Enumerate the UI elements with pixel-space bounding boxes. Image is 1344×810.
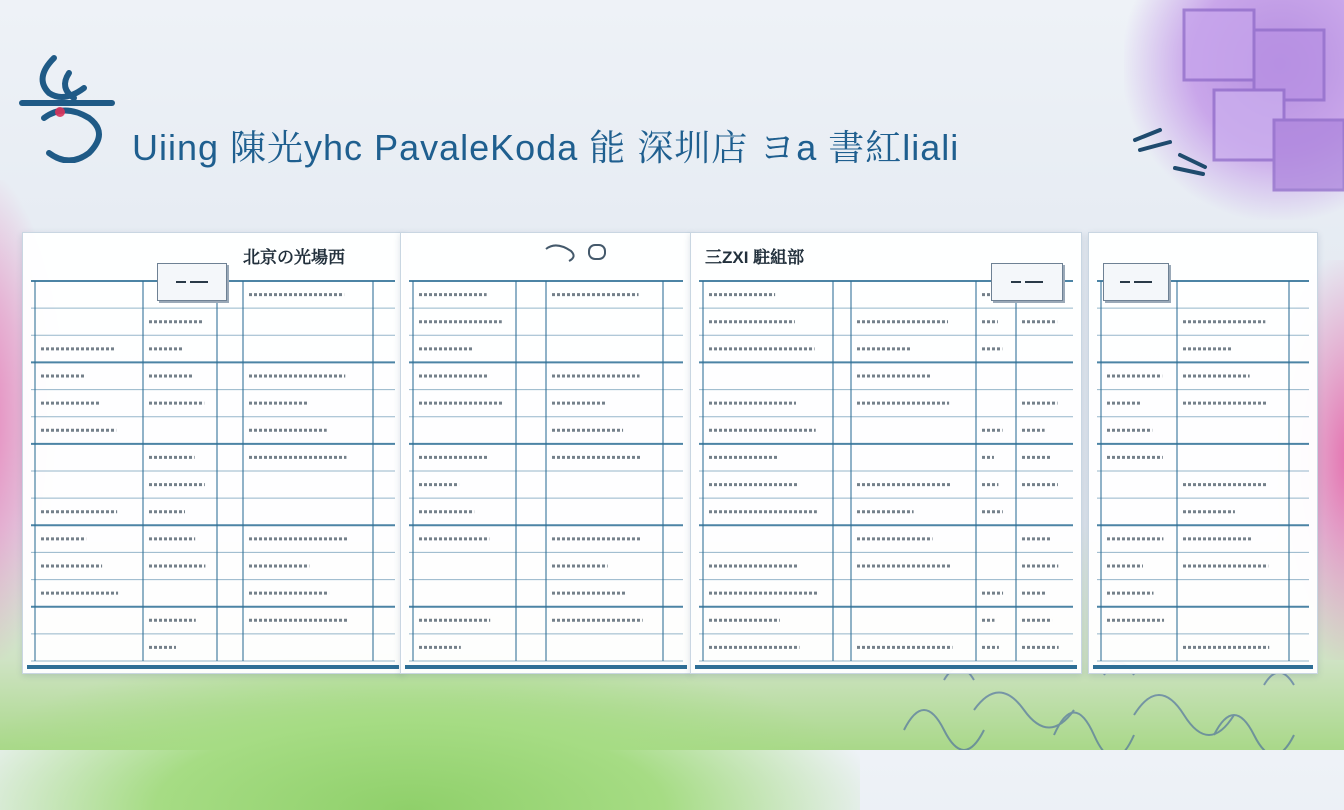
spreadsheet-grid	[401, 233, 691, 673]
label-tag-icon	[172, 275, 212, 289]
spreadsheet-panel-3	[690, 232, 1082, 674]
purple-blob-decoration	[1124, 0, 1344, 220]
tag-label	[157, 263, 227, 301]
sheet-title: 三ZXI 駐組部	[705, 248, 805, 267]
paperclip-icon	[541, 239, 611, 265]
spreadsheet-panel-4	[1088, 232, 1318, 674]
green-hill-decoration	[0, 650, 860, 810]
page-title: Uiing 陳光yhc PavaleKoda 能 深圳店 ヨa 書紅liali	[132, 127, 960, 168]
purple-cube-decoration	[1144, 0, 1344, 220]
sheet-title: 北京の光場西	[243, 248, 345, 267]
tag-label	[1103, 263, 1169, 301]
brush-marks-decoration	[1125, 120, 1215, 180]
label-tag-icon	[1007, 275, 1047, 289]
swirl-logo-icon	[14, 48, 124, 163]
spreadsheet-panel-1	[22, 232, 404, 674]
label-tag-icon	[1116, 275, 1156, 289]
spreadsheet-panel-2	[400, 232, 692, 674]
tag-label	[991, 263, 1063, 301]
